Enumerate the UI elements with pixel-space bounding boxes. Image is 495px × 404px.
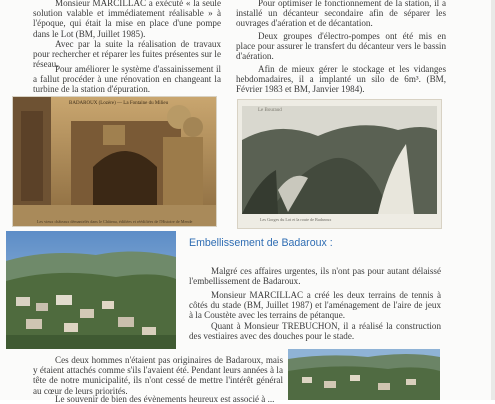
valley-illustration	[288, 349, 440, 400]
gorges-header-label: Le Bouraud	[258, 108, 282, 113]
gorges-caption: Les Gorges du Lot et la route de Badaroux	[260, 217, 332, 222]
paragraph-pompe: Monsieur MARCILLAC a exécuté « la seule solution valable et immédiatement réalisable » à l'époque, qui était la mise en place d'une pompe dans le Lot (BM, Juillet 1985).	[33, 0, 221, 39]
section-heading-embellissement: Embellissement de Badaroux :	[189, 237, 333, 249]
paragraph-embellissement: Malgré ces affaires urgentes, ils n'ont pas pour autant délaissé l'embellissement de Badaroux.	[189, 266, 441, 287]
fontaine-caption: Les vieux châteaux démantelés dans le Château, édifiées et réédifiées de l'Histoire de Mende	[37, 219, 193, 224]
paragraph-hommes: Ces deux hommes n'étaient pas originaires de Badaroux, mais y étaient attachés comme s'ils l'avaient été. Pendant leurs années à la tête de notre municipalité, ils n'ont cessé de mettre l'intérêt général au cœur de leurs priorités.	[33, 355, 283, 396]
paragraph-tennis: Monsieur MARCILLAC a créé les deux terrains de tennis à côtés du stade (BM, Juillet 1987) et l'aménagement de l'aire de jeux à la Coustète avec les terrains de pétanque.	[189, 290, 441, 321]
paragraph-souvenir: Le souvenir de bien des évènements heureux est associé à ...	[55, 394, 275, 404]
photo-fontaine	[12, 96, 217, 227]
village-illustration	[6, 231, 176, 349]
paragraph-decanteur: Pour optimiser le fonctionnement de la station, il a installé un décanteur secondaire afin de séparer les ouvrages d'aération et de décantation.	[236, 0, 446, 29]
gorges-illustration	[238, 100, 441, 228]
paragraph-vestiaires: Quant à Monsieur TREBUCHON, il a réalisé la construction des vestiaires avec des douches pour le stade.	[189, 321, 441, 342]
paragraph-silo: Afin de mieux gérer le stockage et les vidanges hebdomadaires, il a implanté un silo de 6m³. (BM, Février 1983 et BM, Janvier 1984).	[236, 64, 446, 95]
paragraph-assainissement: Pour améliorer le système d'assainissement il a fallut procéder à une rénovation en changeant la turbine de la station d'épuration.	[33, 64, 221, 95]
paragraph-electro-pompes: Deux groupes d'électro-pompes ont été mis en place pour assurer le transfert du décanteur vers le bassin d'aération.	[236, 31, 446, 62]
photo-village-aerial	[6, 231, 176, 349]
page-edge-shadow	[491, 0, 495, 400]
fontaine-illustration	[13, 97, 216, 226]
fontaine-header-label: BADAROUX (Lozère) — La Fontaine du Milieu	[69, 101, 169, 106]
photo-valley-aerial	[288, 349, 440, 400]
photo-gorges	[237, 99, 442, 229]
paragraph-fuites: Avec par la suite la réalisation de travaux pour rechercher et réparer les fuites présentes sur le réseau.	[33, 39, 221, 70]
